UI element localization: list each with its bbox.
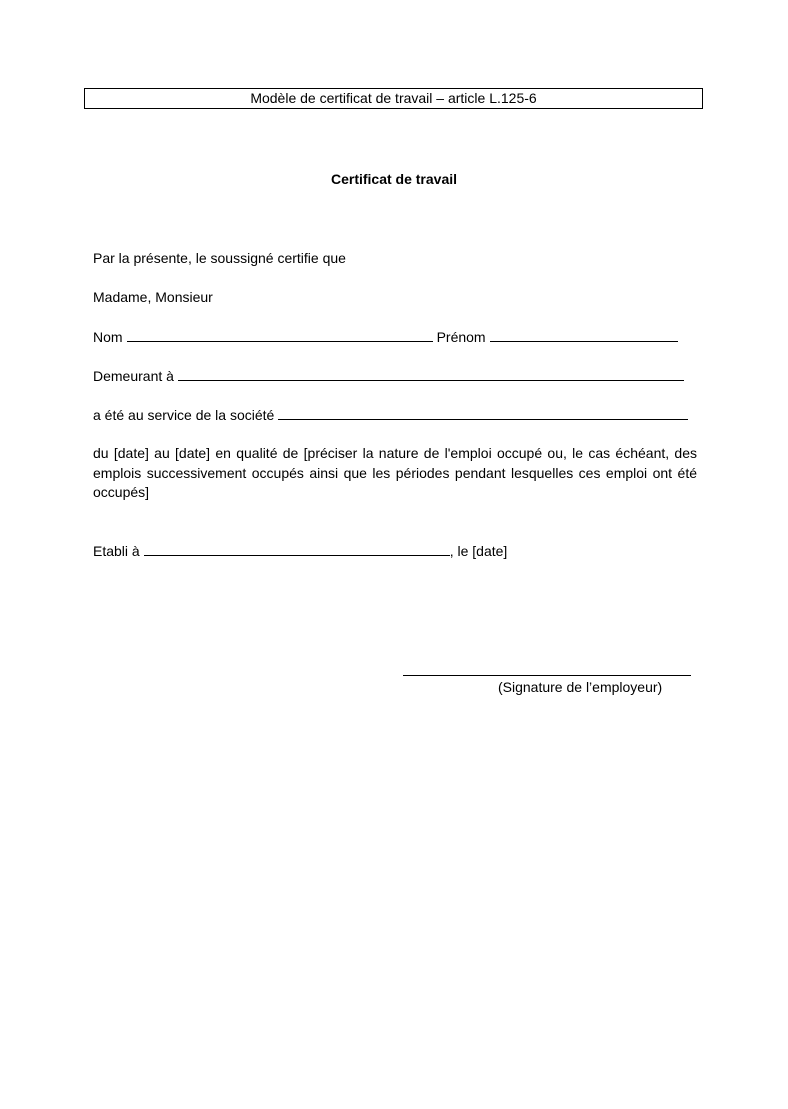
salutation-line: Madame, Monsieur: [93, 289, 213, 305]
demeurant-field[interactable]: [178, 366, 684, 381]
signature-line[interactable]: [403, 675, 691, 676]
prenom-label: Prénom: [436, 329, 486, 345]
document-title: Certificat de travail: [330, 171, 458, 187]
etabli-label: Etabli à: [93, 543, 140, 559]
company-row: [93, 405, 692, 424]
model-title-box: [84, 88, 703, 109]
service-label: a été au service de la société: [93, 407, 275, 423]
signature-label: (Signature de l’employeur): [498, 679, 663, 695]
nom-field[interactable]: [127, 327, 433, 342]
etabli-field[interactable]: [144, 541, 450, 556]
date-suffix: , le [date]: [449, 543, 508, 559]
company-field[interactable]: [278, 405, 688, 420]
prenom-field[interactable]: [490, 327, 678, 342]
etabli-row: [93, 541, 507, 560]
intro-line: Par la présente, le soussigné certifie que: [93, 250, 346, 266]
name-row: [93, 327, 682, 346]
demeurant-label: Demeurant à: [93, 368, 174, 384]
nom-label: Nom: [93, 329, 123, 345]
employment-description: du [date] au [date] en qualité de [préciser la nature de l'emploi occupé ou, le cas échéant, des emplois successivement occupés ainsi que les périodes pendant lesquelles ces emploi ont été occupés]: [93, 445, 697, 500]
model-title: Modèle de certificat de travail – article L.125-6: [250, 90, 537, 106]
address-row: [93, 366, 688, 385]
